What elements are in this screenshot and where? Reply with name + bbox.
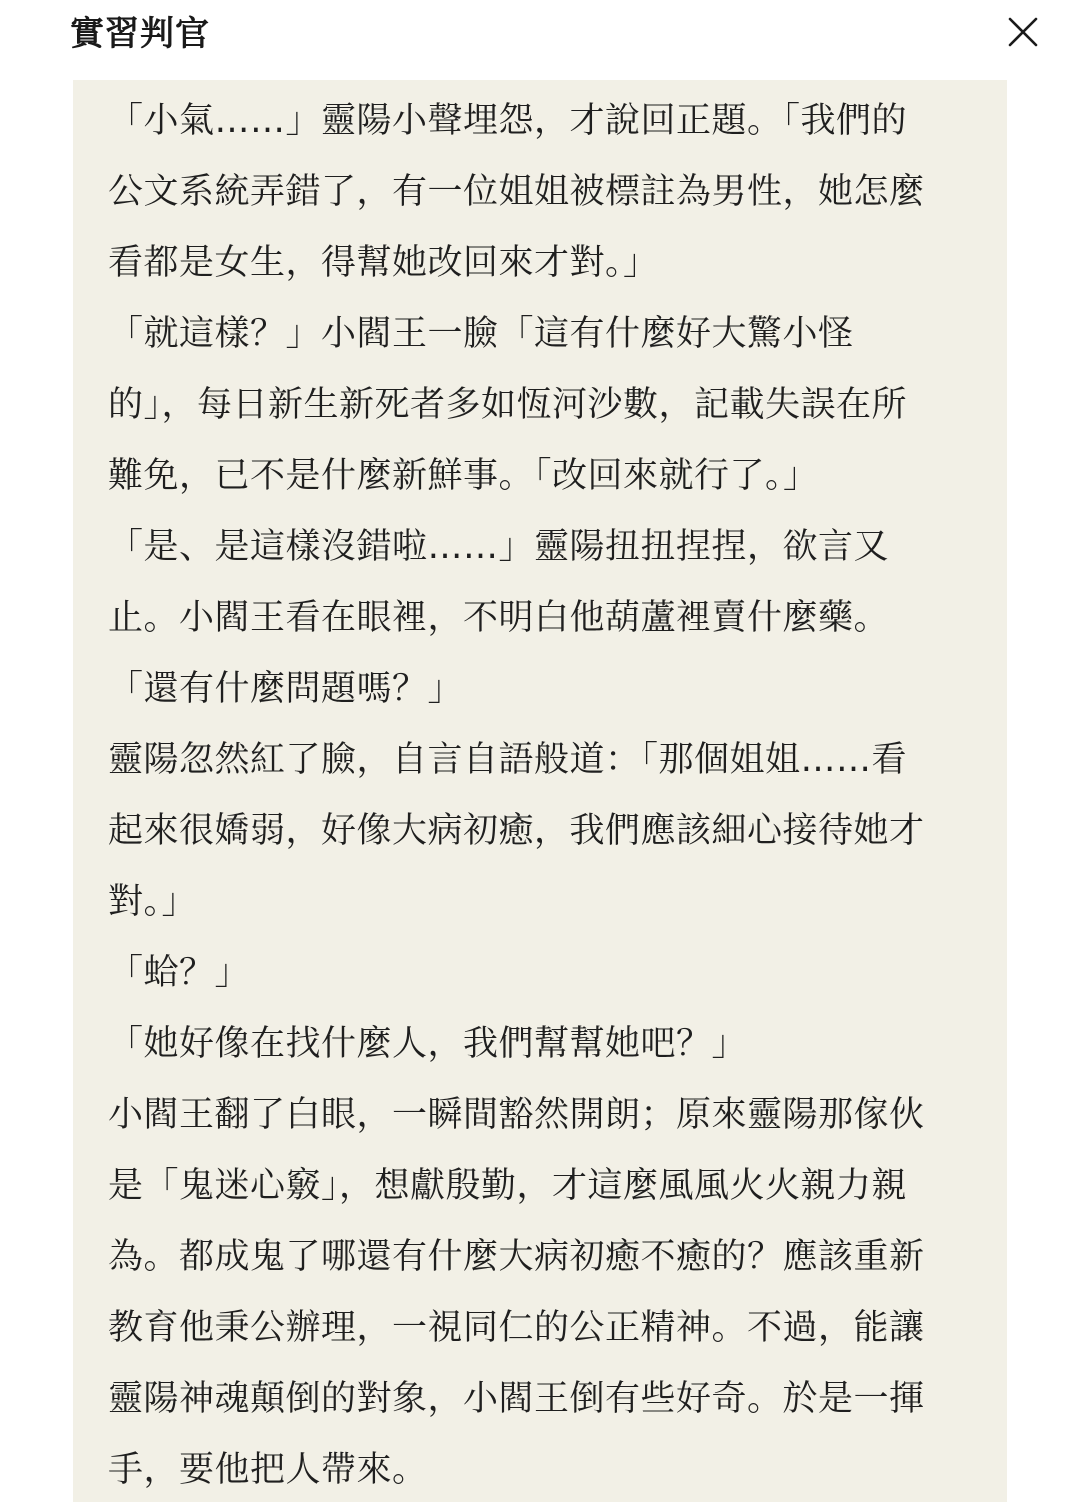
- text-line: 「是、是這樣沒錯啦……」靈陽扭扭捏捏，欲言又: [108, 527, 890, 567]
- text-line: 小閻王翻了白眼，一瞬間豁然開朗；原來靈陽那傢伙: [108, 1095, 925, 1135]
- text-line: 靈陽忽然紅了臉，自言自語般道：「那個姐姐……看: [108, 740, 908, 780]
- text-line: 「就這樣？」小閻王一臉「這有什麼好大驚小怪: [108, 314, 854, 354]
- close-button[interactable]: [998, 8, 1050, 60]
- text-line: 的」，每日新生新死者多如恆河沙數，記載失誤在所: [108, 385, 908, 425]
- reader-panel[interactable]: [73, 80, 1007, 1502]
- text-line: 為。都成鬼了哪還有什麼大病初癒不癒的？應該重新: [108, 1237, 925, 1277]
- text-line: 起來很嬌弱，好像大病初癒，我們應該細心接待她才: [108, 811, 925, 851]
- text-line: 「蛤？」: [108, 953, 251, 993]
- text-line: 是「鬼迷心竅」，想獻殷勤，才這麼風風火火親力親: [108, 1166, 908, 1206]
- text-line: 「小氣……」靈陽小聲埋怨，才說回正題。「我們的: [108, 101, 908, 141]
- text-line: 對。」: [108, 882, 198, 922]
- text-line: 「還有什麼問題嗎？」: [108, 669, 464, 709]
- text-line: 止。小閻王看在眼裡，不明白他葫蘆裡賣什麼藥。: [108, 598, 890, 638]
- text-line: 手，要他把人帶來。: [108, 1450, 428, 1490]
- close-icon: [998, 8, 1050, 60]
- text-line: 難免，已不是什麼新鮮事。「改回來就行了。」: [108, 456, 819, 496]
- text-line: 公文系統弄錯了，有一位姐姐被標註為男性，她怎麼: [108, 172, 925, 212]
- text-line: 看都是女生，得幫她改回來才對。」: [108, 243, 659, 283]
- text-line: 靈陽神魂顛倒的對象，小閻王倒有些好奇。於是一揮: [108, 1379, 925, 1419]
- text-line: 「她好像在找什麼人，我們幫幫她吧？」: [108, 1024, 748, 1064]
- top-bar: [0, 0, 1080, 72]
- text-line: 教育他秉公辦理，一視同仁的公正精神。不過，能讓: [108, 1308, 925, 1348]
- page-title: 實習判官: [70, 14, 210, 54]
